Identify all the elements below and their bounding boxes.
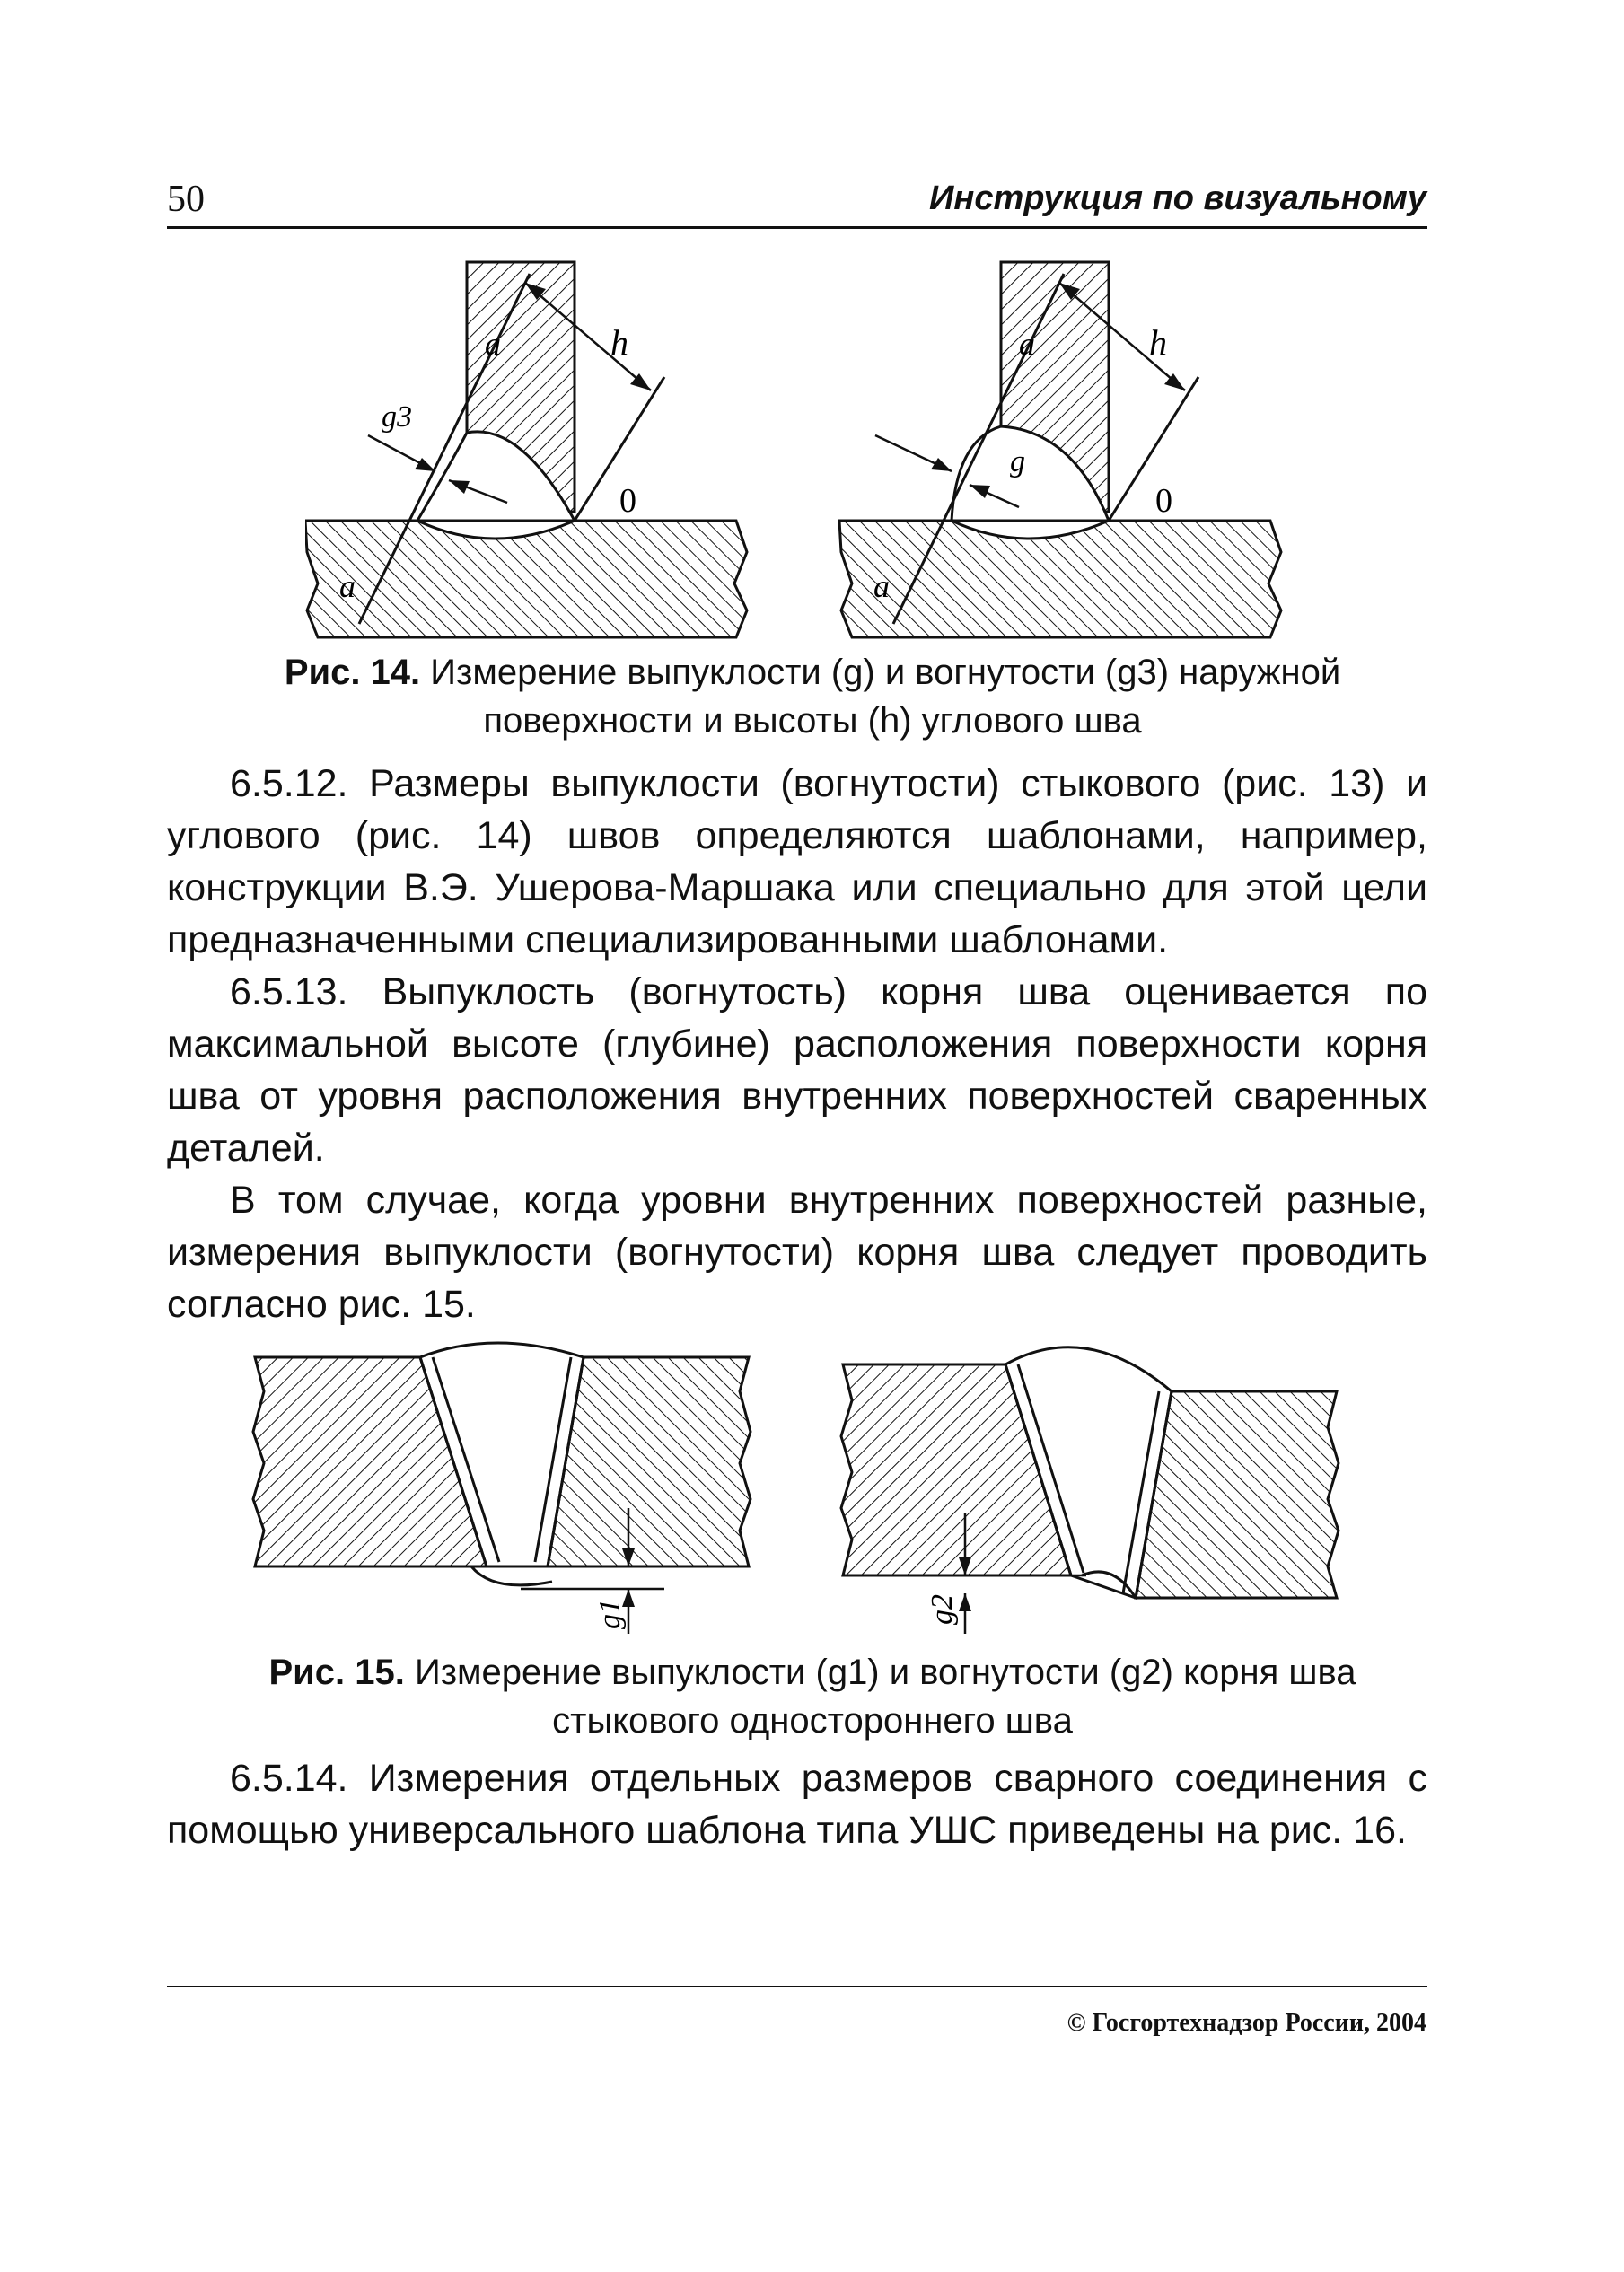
caption-line-2: поверхности и высоты (h) углового шва (483, 701, 1142, 741)
caption-line-1: Измерение выпуклости (g) и вогнутости (g3) наружной (430, 653, 1341, 692)
paragraph-6-5-13: 6.5.13. Выпуклость (вогнутость) корня шва оценивается по максимальной высоте (глубине) расположения поверхности корня шва от уровня расположения внутренних поверхностей сваренных деталей. (167, 970, 1427, 1170)
footer-rule (167, 1986, 1427, 1987)
label-a-bottom: a (339, 568, 356, 604)
label-h: h (610, 322, 628, 363)
figure-15 (251, 1338, 1365, 1634)
running-title: Инструкция по визуальному (929, 180, 1426, 217)
footer-copyright: © Госгортехнадзор России, 2004 (1067, 2009, 1426, 2037)
caption-prefix: Рис. 15. (268, 1653, 405, 1692)
caption-line-1: Измерение выпуклости (g1) и вогнутости (g2) корня шва (414, 1653, 1356, 1692)
label-a-top: a (1019, 326, 1035, 362)
paragraph-root-levels: В том случае, когда уровни внутренних поверхностей разные, измерения выпуклости (вогнутости) корня шва следует проводить согласно рис. 15. (167, 1179, 1427, 1326)
label-g: g (1010, 445, 1025, 478)
label-g1: g1 (593, 1599, 627, 1629)
label-zero: 0 (619, 482, 636, 520)
figure-14 (305, 242, 1311, 646)
label-a-top: a (485, 326, 501, 362)
figure-15-caption (206, 1648, 1418, 1745)
caption-prefix: Рис. 14. (284, 653, 421, 692)
label-a-bottom: a (873, 568, 890, 604)
page-number: 50 (167, 179, 205, 220)
label-g2: g2 (926, 1594, 959, 1625)
label-h: h (1149, 322, 1167, 363)
paragraph-6-5-14: 6.5.14. Измерения отдельных размеров сварного соединения с помощью универсального шаблона типа УШС приведены на рис. 16. (167, 1757, 1427, 1852)
fillet-weld-convex (839, 262, 1281, 637)
figure-14-caption (206, 648, 1418, 745)
caption-line-2: стыкового одностороннего шва (552, 1701, 1073, 1741)
label-zero: 0 (1155, 482, 1172, 520)
paragraph-6-5-12: 6.5.12. Размеры выпуклости (вогнутости) стыкового (рис. 13) и углового (рис. 14) швов определяются шаблонами, например, конструкции В.Э. Ушерова-Маршака или специально для этой цели предназначенными специализированными шаблонами. (167, 762, 1427, 961)
header-rule (167, 226, 1427, 229)
butt-weld-root-concave (841, 1347, 1339, 1634)
label-g3: g3 (382, 400, 412, 434)
butt-weld-root-convex (253, 1343, 751, 1634)
fillet-weld-concave (305, 262, 747, 637)
